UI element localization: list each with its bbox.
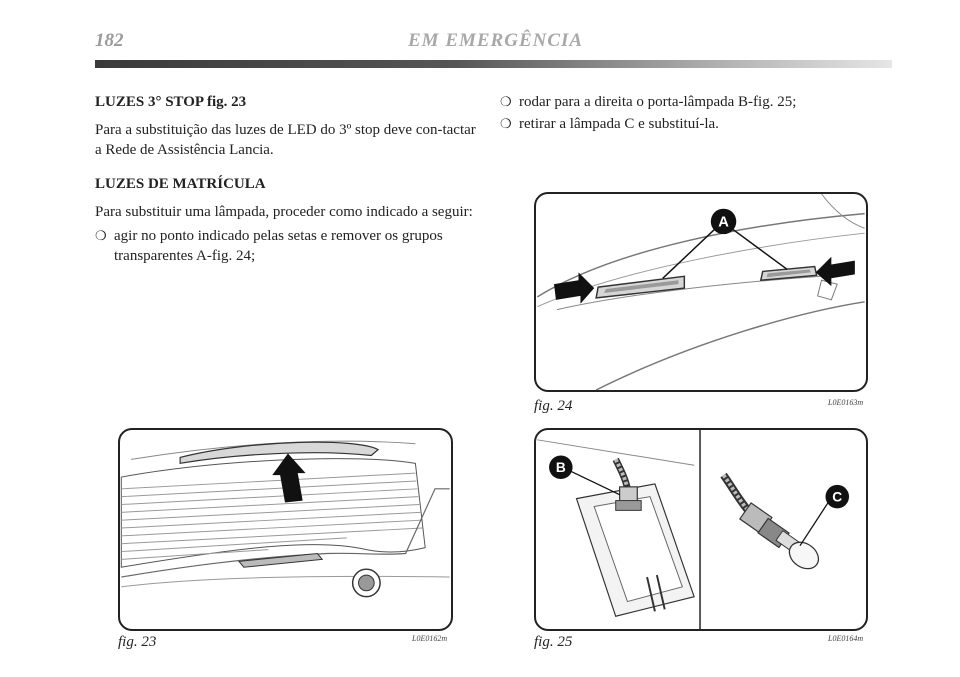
tailgate-illustration [120, 430, 451, 629]
plate-lights-text: Para substituir uma lâmpada, proceder como indicado a seguir: [95, 204, 473, 220]
right-column [500, 92, 890, 136]
bullet-item [500, 92, 890, 112]
lamp-holder-illustration [536, 430, 866, 629]
bullet-text: retirar a lâmpada C e substituí-la. [519, 116, 719, 132]
callout-c-label: C [832, 489, 843, 505]
bullet-icon: ❍ [95, 228, 107, 243]
figure-23 [118, 428, 453, 631]
section-title: EM EMERGÊNCIA [408, 30, 584, 51]
figure-24 [534, 192, 868, 392]
bullet-item [500, 114, 890, 134]
callout-a-label: A [718, 214, 729, 231]
bullet-icon: ❍ [500, 116, 512, 131]
plate-light-illustration [536, 194, 866, 390]
header-rule [95, 60, 892, 68]
figure-25-code: L0E0164m [828, 634, 864, 643]
left-column [95, 92, 485, 268]
bullet-text: agir no ponto indicado pelas setas e remover os grupos transparentes A-fig. 24; [114, 228, 443, 264]
bullet-icon: ❍ [500, 94, 512, 109]
plate-lights-heading: LUZES DE MATRÍCULA [95, 176, 266, 192]
figure-23-caption: fig. 23 [118, 634, 157, 650]
bullet-text: rodar para a direita o porta-lâmpada B-fig. 25; [519, 94, 797, 110]
figure-25 [534, 428, 868, 631]
page-number: 182 [95, 30, 124, 51]
stop-lights-text: Para a substituição das luzes de LED do 3º stop deve con-tactar a Rede de Assistência Lancia. [95, 122, 476, 158]
bullet-item [95, 226, 485, 266]
stop-lights-heading: LUZES 3° STOP fig. 23 [95, 94, 247, 110]
figure-23-code: L0E0162m [412, 634, 448, 643]
figure-25-caption: fig. 25 [534, 634, 573, 650]
callout-b-label: B [555, 460, 566, 476]
figure-24-code: L0E0163m [828, 398, 864, 407]
figure-24-caption: fig. 24 [534, 398, 573, 414]
